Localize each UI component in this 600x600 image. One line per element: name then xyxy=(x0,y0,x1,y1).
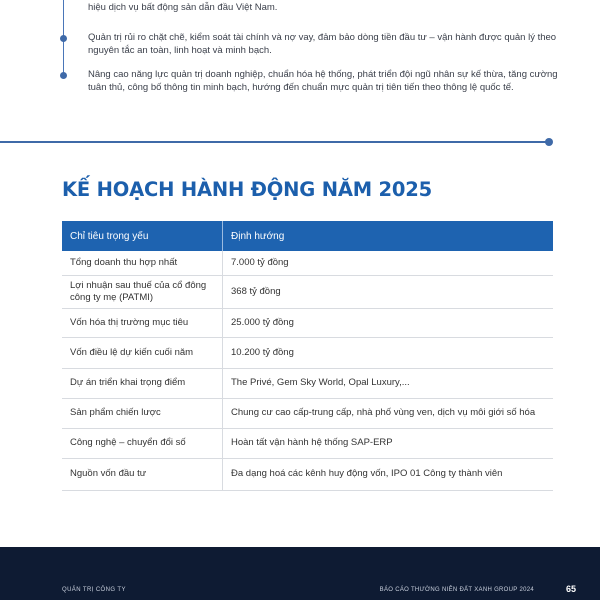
row-label: Lợi nhuận sau thuế của cổ đông công ty mẹ (PATMI) xyxy=(62,275,223,308)
table-row xyxy=(62,337,553,368)
row-value: Chung cư cao cấp-trung cấp, nhà phố vùng ven, dịch vụ môi giới số hóa xyxy=(223,398,554,428)
row-label: Công nghệ – chuyển đổi số xyxy=(62,428,223,458)
page-footer xyxy=(0,547,600,600)
bullet-list xyxy=(0,0,600,150)
section-divider xyxy=(0,141,548,143)
bullet-item-3: Nâng cao năng lực quản trị doanh nghiệp, chuẩn hóa hệ thống, phát triển đội ngũ nhân sự kế thừa, tăng cường tuân thủ, công bố thông tin minh bạch, hướng đến chuẩn mực quản trị tiên tiến theo thông lệ quốc tế. xyxy=(88,69,558,93)
table-row xyxy=(62,368,553,398)
row-label: Vốn điều lệ dự kiến cuối năm xyxy=(62,337,223,368)
table-row xyxy=(62,428,553,458)
bullet-item-2: Quản trị rủi ro chặt chẽ, kiểm soát tài chính và nợ vay, đảm bảo dòng tiền đầu tư – vận hành được quản lý theo nguyên tắc an toàn, linh hoạt và minh bạch. xyxy=(88,32,557,56)
header-key-indicator: Chỉ tiêu trọng yếu xyxy=(62,221,223,251)
table-row xyxy=(62,251,553,275)
page-number: 65 xyxy=(565,584,576,594)
table-row xyxy=(62,458,553,490)
row-label: Dự án triển khai trọng điểm xyxy=(62,368,223,398)
row-label: Nguồn vốn đầu tư xyxy=(62,458,223,490)
row-value: 368 tỷ đồng xyxy=(223,275,554,308)
table-row xyxy=(62,398,553,428)
row-value: 25.000 tỷ đồng xyxy=(223,308,554,337)
divider-dot xyxy=(545,138,553,146)
bullet-dot-3 xyxy=(60,72,67,79)
row-value: Hoàn tất vận hành hệ thống SAP-ERP xyxy=(223,428,554,458)
table-row xyxy=(62,275,553,308)
table-header-row xyxy=(62,221,553,251)
row-label: Sản phẩm chiến lược xyxy=(62,398,223,428)
header-direction: Định hướng xyxy=(223,221,554,251)
row-value: The Privé, Gem Sky World, Opal Luxury,... xyxy=(223,368,554,398)
bullet-item-1: hiệu dịch vụ bất động sản dẫn đầu Việt Nam. xyxy=(88,2,278,13)
row-label: Tổng doanh thu hợp nhất xyxy=(62,251,223,275)
action-plan-table xyxy=(62,221,553,491)
footer-section-label: QUẢN TRỊ CÔNG TY xyxy=(62,587,126,593)
row-label: Vốn hóa thị trường mục tiêu xyxy=(62,308,223,337)
section-heading: KẾ HOẠCH HÀNH ĐỘNG NĂM 2025 xyxy=(62,178,432,201)
bullet-dot-2 xyxy=(60,35,67,42)
row-value: Đa dạng hoá các kênh huy động vốn, IPO 01 Công ty thành viên xyxy=(223,458,554,490)
table-row xyxy=(62,308,553,337)
row-value: 10.200 tỷ đồng xyxy=(223,337,554,368)
row-value: 7.000 tỷ đồng xyxy=(223,251,554,275)
footer-report-title: BÁO CÁO THƯỜNG NIÊN ĐẤT XANH GROUP 2024 xyxy=(379,587,534,593)
